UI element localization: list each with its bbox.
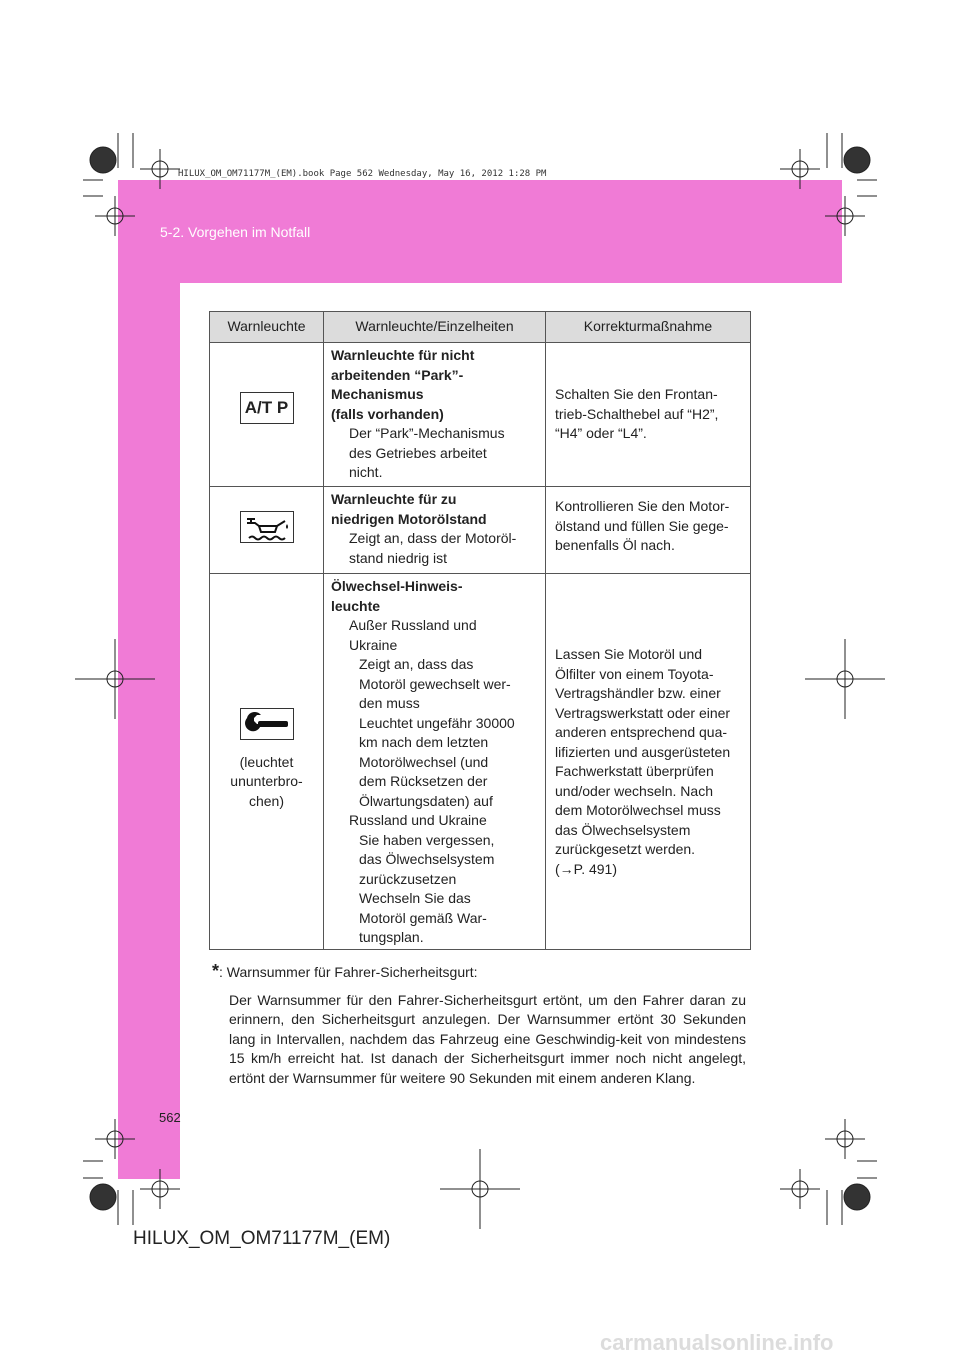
wrench-icon <box>240 708 294 740</box>
table-row <box>210 487 751 574</box>
section-title: 5-2. Vorgehen im Notfall <box>160 224 311 240</box>
warning-icon-cell <box>210 487 324 574</box>
action-line: zurückgesetzt werden. <box>555 841 696 857</box>
column-header: Korrekturmaßnahme <box>546 312 751 343</box>
detail-line: tungsplan. <box>359 929 424 945</box>
action-line: und/oder wechseln. Nach <box>555 782 713 799</box>
detail-line: Motorölwechsel (und <box>359 753 489 770</box>
action-line: lifizierten und ausgerüsteten <box>555 743 731 760</box>
column-header: Warnleuchte <box>210 312 324 343</box>
warning-title-line: (falls vorhanden) <box>331 405 444 422</box>
warning-icon-cell <box>210 574 324 950</box>
detail-line: Zeigt an, dass das <box>359 656 474 672</box>
details-cell <box>324 343 546 487</box>
detail-line: zurückzusetzen <box>359 870 457 887</box>
detail-line: Wechseln Sie das <box>359 890 471 906</box>
oil-pressure-icon <box>240 511 294 543</box>
details-cell <box>324 574 546 950</box>
table-header-row <box>210 312 751 343</box>
action-line: Vertragshändler bzw. einer <box>555 685 721 701</box>
column-header: Warnleuchte/Einzelheiten <box>324 312 546 343</box>
footnote-heading: : Warnsummer für Fahrer-Sicherheitsgurt: <box>219 964 478 980</box>
watermark-url: carmanualsonline.info <box>600 1330 834 1355</box>
detail-line: Motoröl gemäß War- <box>359 909 487 926</box>
document-code: HILUX_OM_OM71177M_(EM) <box>133 1228 391 1249</box>
detail-line: dem Rücksetzen der <box>359 773 488 789</box>
warning-title-line: leuchte <box>331 597 381 614</box>
detail-line: Leuchtet ungefähr 30000 <box>359 714 515 731</box>
action-line: Ölfilter von einem Toyota- <box>555 665 714 682</box>
at-p-warning-icon: A/T P <box>240 392 294 424</box>
action-line: dem Motorölwechsel muss <box>555 802 721 818</box>
page-reference-link[interactable]: (→P. 491) <box>555 860 617 877</box>
detail-line: Zeigt an, dass der Motoröl- <box>349 530 517 546</box>
warning-title-line: niedrigen Motorölstand <box>331 510 487 527</box>
action-line: ölstand und füllen Sie gege- <box>555 517 729 534</box>
footnote-body: Der Warnsummer für den Fahrer-Sicherheitsgurt ertönt, um den Fahrer daran zu erinnern, den Sicherheitsgurt anzulegen. Der Warnsummer ertönt 30 Sekunden lang in Intervallen, nachdem das Fahrzeug eine Geschwindig-keit von mindestens 15 km/h erreicht hat. Ist danach der Sicherheitsgurt immer noch nicht angelegt, ertönt der Warnsummer für weitere 90 Sekunden mit einem anderen Klang. <box>229 991 746 1086</box>
action-line: Fachwerkstatt überprüfen <box>555 763 714 779</box>
action-line: Kontrollieren Sie den Motor- <box>555 498 730 514</box>
detail-line: Der “Park”-Mechanismus <box>349 425 505 441</box>
print-stamp: HILUX_OM_OM71177M_(EM).book Page 562 Wednesday, May 16, 2012 1:28 PM <box>178 169 547 179</box>
action-cell <box>546 574 751 950</box>
group-line: Ukraine <box>349 636 398 653</box>
detail-line: Motoröl gewechselt wer- <box>359 675 511 692</box>
warning-title-line: Warnleuchte für zu <box>331 491 457 507</box>
action-line: “H4” oder “L4”. <box>555 425 647 441</box>
detail-line: km nach dem letzten <box>359 734 489 750</box>
action-line: das Ölwechselsystem <box>555 821 691 838</box>
footnote-marker: * <box>212 961 220 981</box>
action-cell <box>546 343 751 487</box>
action-line: anderen entsprechend qua- <box>555 724 728 740</box>
detail-line: Ölwartungsdaten) auf <box>359 792 493 809</box>
table-row <box>210 574 751 950</box>
action-line: trieb-Schalthebel auf “H2”, <box>555 405 719 422</box>
action-line: Schalten Sie den Frontan- <box>555 386 718 402</box>
details-cell <box>324 487 546 574</box>
group-line: Außer Russland und <box>349 617 477 633</box>
warning-title-line: Mechanismus <box>331 386 424 402</box>
action-line: Vertragswerkstatt oder einer <box>555 704 731 721</box>
detail-line: Sie haben vergessen, <box>359 831 495 848</box>
detail-line: des Getriebes arbeitet <box>349 444 487 461</box>
action-line: Lassen Sie Motoröl und <box>555 646 703 662</box>
warning-icon-cell <box>210 343 324 487</box>
icon-caption-line: (leuchtet <box>239 753 294 770</box>
group-line: Russland und Ukraine <box>349 812 487 828</box>
detail-line: nicht. <box>349 464 383 480</box>
icon-caption-line: ununterbro- <box>230 773 303 789</box>
warning-light-table <box>209 311 751 950</box>
page-number: 562 <box>159 1110 181 1125</box>
warning-title-line: arbeitenden “Park”- <box>331 366 464 383</box>
detail-line: den muss <box>359 695 420 711</box>
warning-title-line: Warnleuchte für nicht <box>331 347 475 363</box>
icon-caption-line: chen) <box>248 792 285 809</box>
action-cell <box>546 487 751 574</box>
detail-line: das Ölwechselsystem <box>359 851 495 867</box>
action-line: benenfalls Öl nach. <box>555 537 675 553</box>
table-row <box>210 343 751 487</box>
warning-title-line: Ölwechsel-Hinweis- <box>331 578 463 594</box>
footnote <box>212 962 746 1088</box>
detail-line: stand niedrig ist <box>349 549 448 566</box>
